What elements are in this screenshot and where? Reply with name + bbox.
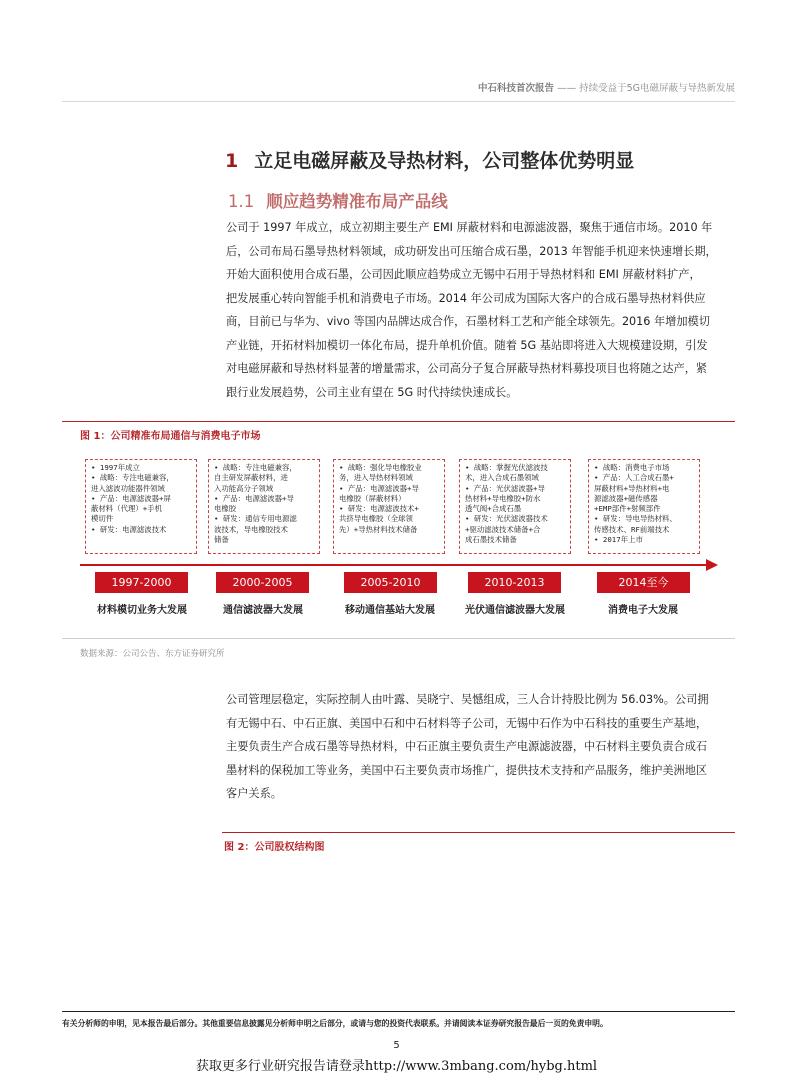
- timeline-box-line: 传感技术、RF前端技术: [594, 524, 670, 534]
- timeline-box-line: 进入滤波功能器件领域: [91, 483, 165, 493]
- body-paragraph-1: [226, 216, 740, 404]
- timeline-box-line: • 战略：强化导电橡胶业: [339, 463, 422, 472]
- paragraph-line: 客户关系。: [226, 787, 282, 800]
- header-subtitle: 持续受益于5G电磁屏蔽与导热新发展: [579, 83, 735, 94]
- timeline-box-line: • 研发：导电导热材料、: [594, 514, 677, 524]
- timeline-box-line: • 1997年成立: [91, 463, 140, 472]
- timeline-box-2000: [208, 459, 320, 554]
- timeline-box-2005: [333, 459, 445, 554]
- timeline-box-line: • 战略：消费电子市场: [594, 463, 670, 472]
- timeline-box-line: 电橡胶（屏蔽材料）: [339, 493, 406, 503]
- timeline-box-line: 入功能高分子领域: [214, 483, 274, 493]
- timeline-box-line: • 产品：光伏滤波器+导: [465, 483, 545, 493]
- timeline-box-line: 务，进入导热材料领域: [339, 473, 413, 483]
- timeline-box-line: • 战略：掌握光伏滤波技: [465, 463, 548, 472]
- timeline-box-line: 共挤导电橡胶（全球领: [339, 514, 413, 524]
- body-paragraph-2: [226, 688, 740, 806]
- timeline-label-2014: 消费电子大发展: [608, 605, 678, 616]
- figure-2-top-rule: [222, 832, 735, 833]
- header-separator: ——: [557, 83, 577, 94]
- paragraph-line: 跟行业发展趋势，公司主业有望在 5G 时代持续快速成长。: [226, 385, 518, 399]
- timeline-year-2005: 2005-2010: [344, 572, 437, 593]
- timeline-box-line: 透气阀+合成石墨: [465, 504, 522, 514]
- timeline-box-line: 模切件: [91, 514, 114, 524]
- subsection-number: 1.1: [228, 192, 255, 211]
- paragraph-line: 开始大面积使用合成石墨，公司因此顺应趋势成立无锡中石用于导热材料和 EMI 屏蔽材料扩产，: [226, 268, 701, 281]
- page-number: 5: [393, 1040, 400, 1051]
- timeline-box-line: 自主研发屏蔽材料，进: [214, 473, 288, 483]
- timeline-label-2010: 光伏通信滤波器大发展: [465, 605, 565, 616]
- subsection-title: 顺应趋势精准布局产品线: [266, 192, 448, 211]
- running-header: [478, 80, 735, 94]
- header-divider: [62, 101, 735, 102]
- figure-1-caption: 图 1：公司精准布局通信与消费电子市场: [80, 431, 261, 442]
- timeline-year-1997: 1997-2000: [95, 572, 188, 593]
- paragraph-line: 公司于 1997 年成立，成立初期主要生产 EMI 屏蔽材料和电源滤波器，聚焦于通信市场。2010 年: [226, 221, 713, 234]
- timeline-arrow-shaft: [80, 564, 710, 566]
- timeline-box-line: • 2017年上市: [594, 535, 643, 545]
- paragraph-line: 主要负责生产合成石墨等导热材料，中石正旗主要负责生产电源滤波器，中石材料主要负责合成石: [226, 740, 708, 753]
- timeline-box-2010: [459, 459, 571, 554]
- timeline-box-line: • 战略：专注电磁兼容，: [214, 463, 297, 472]
- paragraph-line: 商，目前已与华为、vivo 等国内品牌达成合作，石墨材料工艺和产能全球领先。2016 年增加模切: [226, 315, 710, 328]
- timeline-box-line: 热材料+导电橡胶+防水: [465, 493, 541, 503]
- figure-1-bottom-rule: [62, 638, 735, 639]
- timeline-box-2014: [588, 459, 700, 554]
- figure-1-top-rule: [62, 421, 735, 422]
- timeline-year-2000: 2000-2005: [216, 572, 309, 593]
- figure-1-source: 数据来源：公司公告、东方证券研究所: [80, 649, 225, 659]
- timeline-box-line: 成石墨技术储备: [465, 535, 517, 545]
- timeline-box-line: 源滤波器+磁传感器: [594, 493, 658, 503]
- promo-link[interactable]: 获取更多行业研究报告请登录http://www.3mbang.com/hybg.html: [195, 1059, 598, 1074]
- timeline-label-2005: 移动通信基站大发展: [345, 605, 435, 616]
- section-heading: [225, 146, 634, 173]
- timeline-box-line: 电橡胶: [214, 504, 237, 514]
- timeline-year-2010: 2010-2013: [468, 572, 561, 593]
- timeline-box-line: 蔽材料（代理）+手机: [91, 504, 162, 514]
- timeline-box-line: 储备: [214, 535, 229, 545]
- timeline-box-line: • 研发：电源滤波技术: [91, 524, 167, 534]
- timeline-box-line: • 研发：电源滤波技术+: [339, 504, 419, 514]
- timeline-box-line: 术，进入合成石墨领域: [465, 473, 539, 483]
- figure-2-caption: 图 2：公司股权结构图: [224, 842, 325, 853]
- paragraph-line: 把发展重心转向智能手机和消费电子市场。2014 年公司成为国际大客户的合成石墨导热材料供应: [226, 291, 706, 305]
- timeline-box-line: • 产品：电源滤波器+导: [339, 483, 419, 493]
- timeline-box-line: • 产品：电源滤波器+导: [214, 493, 294, 503]
- footer-disclaimer: 有关分析师的申明，见本报告最后部分。其他重要信息披露见分析师申明之后部分，或请与您的投资代表联系。并请阅读本证券研究报告最后一页的免责申明。: [62, 1019, 608, 1028]
- subsection-heading: [228, 188, 448, 212]
- section-number: 1: [225, 150, 239, 172]
- timeline-box-line: +EMP部件+射频部件: [594, 504, 661, 514]
- timeline-box-line: • 研发：通信专用电源滤: [214, 514, 297, 524]
- timeline-box-line: • 产品：人工合成石墨+: [594, 473, 674, 483]
- timeline-box-line: 波技术，导电橡胶技术: [214, 524, 288, 534]
- timeline-box-line: 先）+导热材料技术储备: [339, 524, 418, 534]
- timeline-arrow-head-icon: [706, 559, 718, 571]
- paragraph-line: 有无锡中石、中石正旗、美国中石和中石材料等子公司，无锡中石作为中石科技的重要生产基地，: [226, 716, 708, 730]
- section-title: 立足电磁屏蔽及导热材料，公司整体优势明显: [254, 150, 635, 172]
- timeline-label-2000: 通信滤波器大发展: [223, 605, 303, 616]
- paragraph-line: 产业链，开拓材料加模切一体化布局，提升单机价值。随着 5G 基站即将进入大规模建设期，引发: [226, 338, 708, 352]
- header-company: 中石科技首次报告: [478, 83, 555, 94]
- timeline-box-1997: [85, 459, 197, 554]
- footer-divider: [62, 1011, 735, 1012]
- paragraph-line: 墨材料的保税加工等业务，美国中石主要负责市场推广，提供技术支持和产品服务，维护美洲地区: [226, 763, 708, 777]
- timeline-box-line: 屏蔽材料+导热材料+电: [594, 483, 670, 493]
- timeline-box-line: • 研发：光伏滤波器技术: [465, 514, 548, 524]
- paragraph-line: 公司管理层稳定，实际控制人由叶露、吴晓宁、吴憾组成，三人合计持股比例为 56.03%。公司拥: [226, 693, 709, 706]
- timeline-label-1997: 材料模切业务大发展: [97, 605, 187, 616]
- timeline-box-line: • 战略：专注电磁兼容，: [91, 473, 174, 483]
- paragraph-line: 后，公司布局石墨导热材料领域，成功研发出可压缩合成石墨，2013 年智能手机迎来快速增长期，: [226, 244, 717, 258]
- timeline-box-line: +驱动滤波技术储备+合: [465, 524, 541, 534]
- timeline-box-line: • 产品：电源滤波器+屏: [91, 493, 171, 503]
- paragraph-line: 对电磁屏蔽和导热材料显著的增量需求，公司高分子复合屏蔽导热材料募投项目也将随之达产，紧: [226, 362, 708, 375]
- timeline-year-2014: 2014至今: [597, 572, 690, 593]
